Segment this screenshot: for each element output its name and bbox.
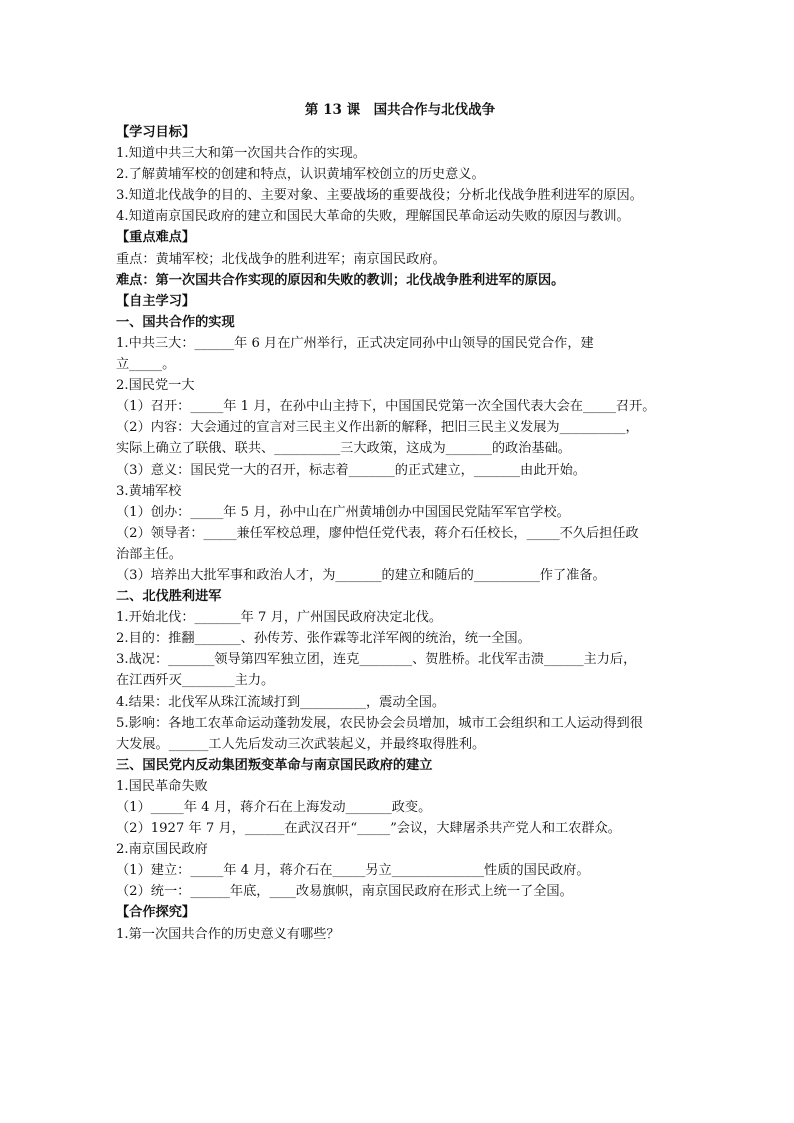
text-line: 3.黄埔军校 [116, 483, 182, 499]
text-line: （3）意义：国民党一大的召开，标志着_______的正式建立，_______由此开始。 [116, 462, 586, 478]
text-line: 4.知道南京国民政府的建立和国民大革命的失败，理解国民革命运动失败的原因与教训。 [116, 209, 630, 225]
section-heading: 【重点难点】 [116, 230, 196, 246]
text-line: 立_____。 [116, 357, 176, 373]
text-line: 在江西歼灭________主力。 [116, 673, 275, 689]
worksheet-body [116, 122, 684, 945]
text-line: 3.战况：_______领导第四军独立团，连克________、贺胜桥。北伐军击溃______主力后， [116, 652, 637, 668]
text-line: （1）建立：_____年 4 月，蒋介石在_____另立______________性质的国民政府。 [116, 863, 590, 879]
section-heading: 三、国民党内反动集团叛变革命与南京国民政府的建立 [116, 757, 433, 773]
text-line: 4.结果：北伐军从珠江流域打到__________，震动全国。 [116, 694, 446, 710]
text-line: （1）创办：_____年 5 月，孙中山在广州黄埔创办中国国民党陆军军官学校。 [116, 504, 570, 520]
text-line: 2.了解黄埔军校的创建和特点，认识黄埔军校创立的历史意义。 [116, 167, 485, 183]
text-line: （2）1927 年 7 月，______在武汉召开“_____”会议，大肆屠杀共产党人和工农群众。 [116, 821, 621, 837]
section-heading: 难点：第一次国共合作实现的原因和失败的教训；北伐战争胜利进军的原因。 [116, 272, 565, 288]
text-line: 2.国民党一大 [116, 378, 195, 394]
section-heading: 【合作探究】 [116, 905, 196, 921]
text-line: 5.影响：各地工农革命运动蓬勃发展，农民协会会员增加，城市工会组织和工人运动得到很 [116, 715, 643, 731]
text-line: 3.知道北伐战争的目的、主要对象、主要战场的重要战役；分析北伐战争胜利进军的原因。 [116, 188, 643, 204]
text-line: （2）领导者：_____兼任军校总理，廖仲恺任党代表，蒋介石任校长，_____不久后担任政 [116, 525, 639, 541]
text-line: 1.开始北伐：_______年 7 月，广州国民政府决定北伐。 [116, 610, 443, 626]
text-line: 1.国民革命失败 [116, 778, 208, 794]
text-line: 2.南京国民政府 [116, 842, 208, 858]
section-heading: 【自主学习】 [116, 293, 196, 309]
text-line: 1.知道中共三大和第一次国共合作的实现。 [116, 146, 366, 162]
text-line: （1）召开：_____年 1 月，在孙中山主持下，中国国民党第一次全国代表大会在_____召开。 [116, 399, 656, 415]
worksheet-page [116, 98, 684, 945]
text-line: 大发展。______工人先后发动三次武装起义，并最终取得胜利。 [116, 736, 486, 752]
text-line: （2）内容：大会通过的宣言对三民主义作出新的解释，把旧三民主义发展为__________， [116, 420, 639, 436]
page-title: 第 13 课 国共合作与北伐战争 [304, 102, 496, 118]
section-heading: 二、北伐胜利进军 [116, 589, 222, 605]
text-line: 2.目的：推翻_______、孙传芳、张作霖等北洋军阀的统治，统一全国。 [116, 631, 531, 647]
section-heading: 一、国共合作的实现 [116, 314, 235, 330]
text-line: 1.中共三大：______年 6 月在广州举行，正式决定同孙中山领导的国民党合作，建 [116, 335, 594, 351]
text-line: （2）统一：______年底，____改易旗帜，南京国民政府在形式上统一了全国。 [116, 884, 573, 900]
text-line: 重点：黄埔军校；北伐战争的胜利进军；南京国民政府。 [116, 251, 446, 267]
text-line: 治部主任。 [116, 546, 182, 562]
text-line: （1）_____年 4 月，蒋介石在上海发动_______政变。 [116, 800, 432, 815]
text-line: 1.第一次国共合作的历史意义有哪些？ [116, 926, 340, 942]
text-line: （3）培养出大批军事和政治人才，为_______的建立和随后的__________作了准备。 [116, 567, 606, 583]
section-heading: 【学习目标】 [116, 125, 196, 140]
text-line: 实际上确立了联俄、联共、__________三大政策，这成为_______的政治基础。 [116, 441, 571, 457]
